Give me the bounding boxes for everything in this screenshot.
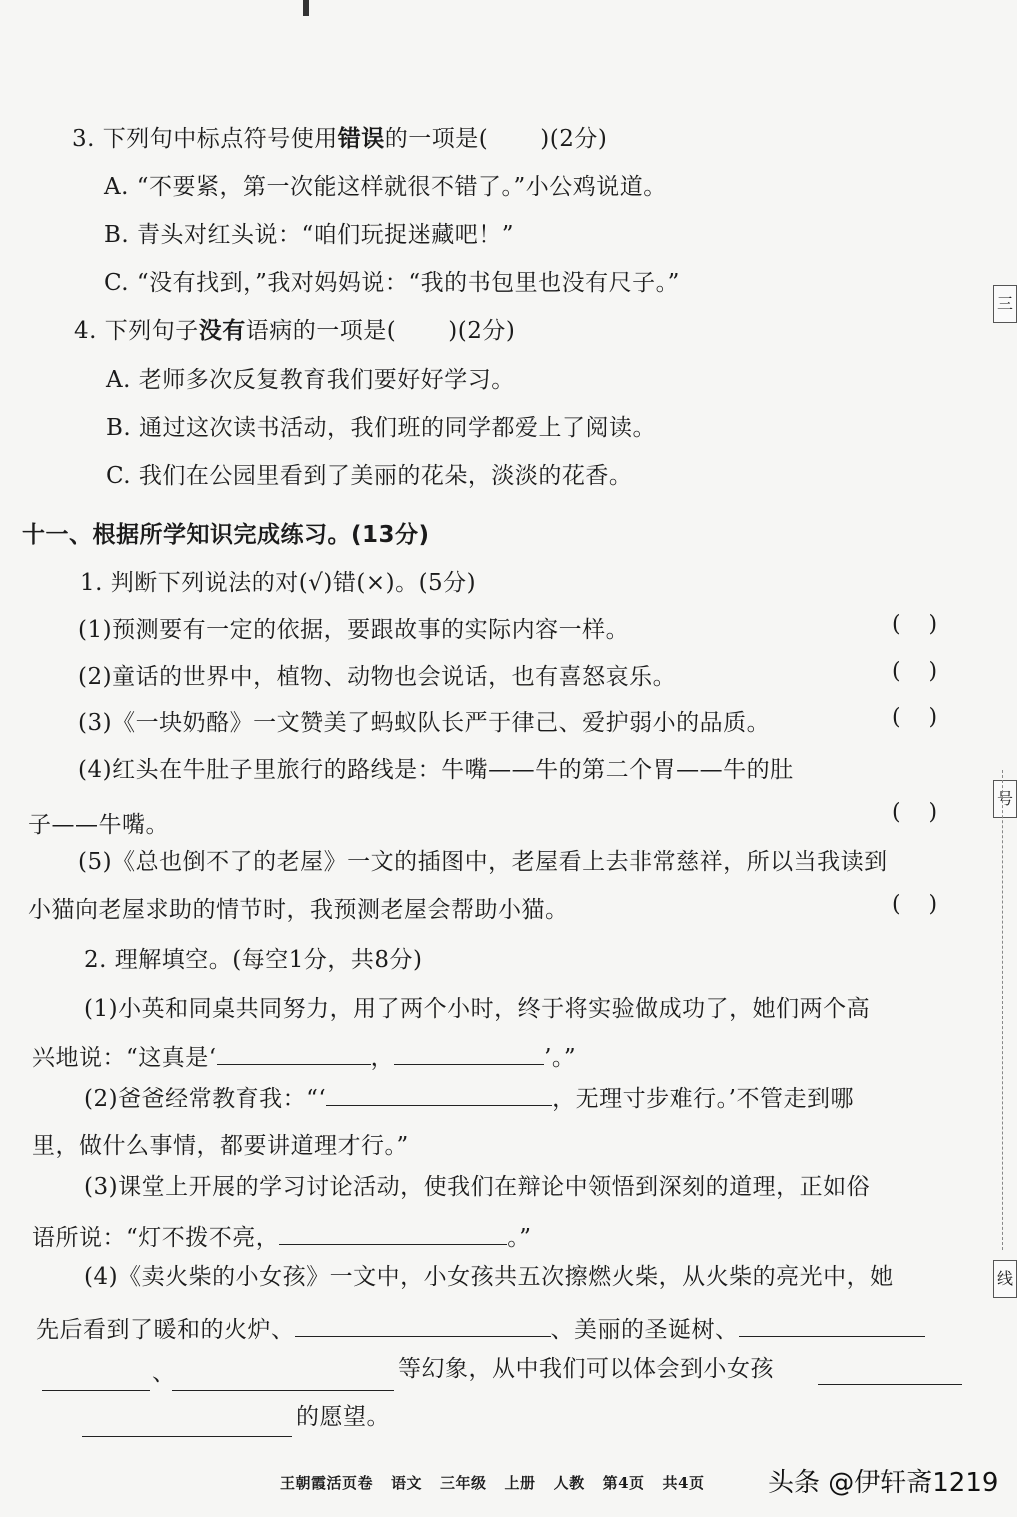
- fill-3-blank[interactable]: [279, 1222, 507, 1245]
- q4-stem: [74, 316, 515, 346]
- judge-item-4-cont: 子——牛嘴。: [28, 812, 169, 838]
- fill-1-line2: [32, 1042, 576, 1073]
- q3-stem-emphasis: 错误: [337, 125, 385, 152]
- fill-2-blank[interactable]: [326, 1083, 552, 1106]
- judge-bracket-2[interactable]: ( ): [892, 659, 938, 684]
- fill-1-line1: (1)小英和同桌共同努力，用了两个小时，终于将实验做成功了，她们两个高: [84, 996, 871, 1022]
- footer-total: 共4页: [662, 1474, 705, 1492]
- fill-4-blank-f[interactable]: [82, 1436, 292, 1437]
- q11-1-stem: 1. 判断下列说法的对(√)错(×)。(5分): [80, 570, 477, 596]
- judge-bracket-4[interactable]: ( ): [892, 800, 938, 825]
- q3-option-c: C. “没有找到，”我对妈妈说：“我的书包里也没有尺子。”: [104, 270, 680, 296]
- binding-mark: [303, 0, 309, 16]
- q3-stem-text: 3. 下列句中标点符号使用: [72, 126, 338, 152]
- q4-option-a: A. 老师多次反复教育我们要好好学习。: [106, 367, 515, 393]
- judge-item-5-cont: 小猫向老屋求助的情节时，我预测老屋会帮助小猫。: [28, 897, 569, 923]
- fill-4-sep: 、: [152, 1360, 176, 1386]
- judge-bracket-1[interactable]: ( ): [892, 612, 938, 637]
- fill-2-suffix: ，无理寸步难行。’不管走到哪: [552, 1086, 854, 1112]
- q4-option-b: B. 通过这次读书活动，我们班的同学都爱上了阅读。: [106, 415, 657, 441]
- fill-3-line2: [32, 1222, 532, 1253]
- judge-item-5: (5)《总也倒不了的老屋》一文的插图中，老屋看上去非常慈祥，所以当我读到: [78, 849, 888, 875]
- q4-stem-text2: 语病的一项是(: [245, 318, 397, 344]
- fill-2-line2: 里，做什么事情，都要讲道理才行。”: [32, 1133, 409, 1159]
- edge-mark-3: 线: [993, 1260, 1017, 1298]
- edge-mark-1: 三: [993, 285, 1017, 323]
- judge-item-4: (4)红头在牛肚子里旅行的路线是：牛嘴——牛的第二个胃——牛的肚: [78, 757, 794, 783]
- q11-2-stem: 2. 理解填空。(每空1分，共8分): [84, 947, 423, 973]
- watermark: 头条 @伊轩斋1219: [768, 1468, 999, 1498]
- fill-4-line3: 等幻象，从中我们可以体会到小女孩: [398, 1356, 774, 1382]
- q3-option-b: B. 青头对红头说：“咱们玩捉迷藏吧！”: [104, 222, 515, 248]
- fill-4-blank-d[interactable]: [172, 1390, 394, 1391]
- fill-4-line4: 的愿望。: [296, 1404, 390, 1430]
- footer-series: 王朝霞活页卷: [280, 1474, 374, 1492]
- q3-stem-text2: 的一项是(: [384, 126, 489, 152]
- fill-2-line1: [84, 1083, 854, 1114]
- fill-3-suffix: 。”: [507, 1225, 532, 1251]
- q3-stem: [72, 124, 607, 154]
- fill-4-line1: (4)《卖火柴的小女孩》一文中，小女孩共五次擦燃火柴，从火柴的亮光中，她: [84, 1264, 894, 1290]
- fill-1-prefix: 兴地说：“这真是‘: [32, 1045, 217, 1071]
- judge-item-2: (2)童话的世界中，植物、动物也会说话，也有喜怒哀乐。: [78, 664, 677, 690]
- judge-bracket-5[interactable]: ( ): [892, 892, 938, 917]
- fill-1-blank-b[interactable]: [394, 1042, 544, 1065]
- fill-1-blank-a[interactable]: [217, 1042, 371, 1065]
- q4-option-c: C. 我们在公园里看到了美丽的花朵，淡淡的花香。: [106, 463, 633, 489]
- fill-4-line2: [36, 1314, 925, 1345]
- page-footer: [280, 1472, 722, 1493]
- q4-stem-score: )(2分): [448, 318, 516, 344]
- judge-item-1: (1)预测要有一定的依据，要跟故事的实际内容一样。: [78, 617, 630, 643]
- fill-2-prefix: (2)爸爸经常教育我：“‘: [84, 1086, 327, 1112]
- fill-1-suffix: ’。”: [544, 1045, 577, 1071]
- fill-4-blank-b[interactable]: [739, 1314, 925, 1337]
- judge-bracket-3[interactable]: ( ): [892, 705, 938, 730]
- q4-stem-emphasis: 没有: [198, 317, 246, 344]
- fill-3-prefix: 语所说：“灯不拨不亮，: [32, 1225, 280, 1251]
- footer-grade: 三年级: [440, 1474, 487, 1492]
- binding-line: [1002, 770, 1003, 1250]
- footer-subject: 语文: [391, 1474, 423, 1492]
- fill-3-line1: (3)课堂上开展的学习讨论活动，使我们在辩论中领悟到深刻的道理，正如俗: [84, 1174, 871, 1200]
- fill-1-comma: ，: [370, 1045, 395, 1071]
- q4-stem-text: 4. 下列句子: [74, 318, 199, 344]
- fill-4-blank-c[interactable]: [42, 1390, 150, 1391]
- fill-4-blank-e[interactable]: [818, 1384, 962, 1385]
- fill-4-prefix: 先后看到了暖和的火炉、: [36, 1317, 295, 1343]
- footer-term: 上册: [504, 1474, 536, 1492]
- fill-4-mid: 、美丽的圣诞树、: [550, 1317, 739, 1343]
- footer-edition: 人教: [553, 1474, 585, 1492]
- footer-page: 第4页: [602, 1474, 645, 1492]
- fill-4-blank-a[interactable]: [295, 1314, 551, 1337]
- edge-mark-2: 号: [993, 780, 1017, 818]
- q3-stem-score: )(2分): [540, 126, 608, 152]
- section-11-title: 十一、根据所学知识完成练习。(13分): [22, 522, 430, 548]
- q3-option-a: A. “不要紧，第一次能这样就很不错了。”小公鸡说道。: [104, 174, 667, 200]
- judge-item-3: (3)《一块奶酪》一文赞美了蚂蚁队长严于律己、爱护弱小的品质。: [78, 710, 771, 736]
